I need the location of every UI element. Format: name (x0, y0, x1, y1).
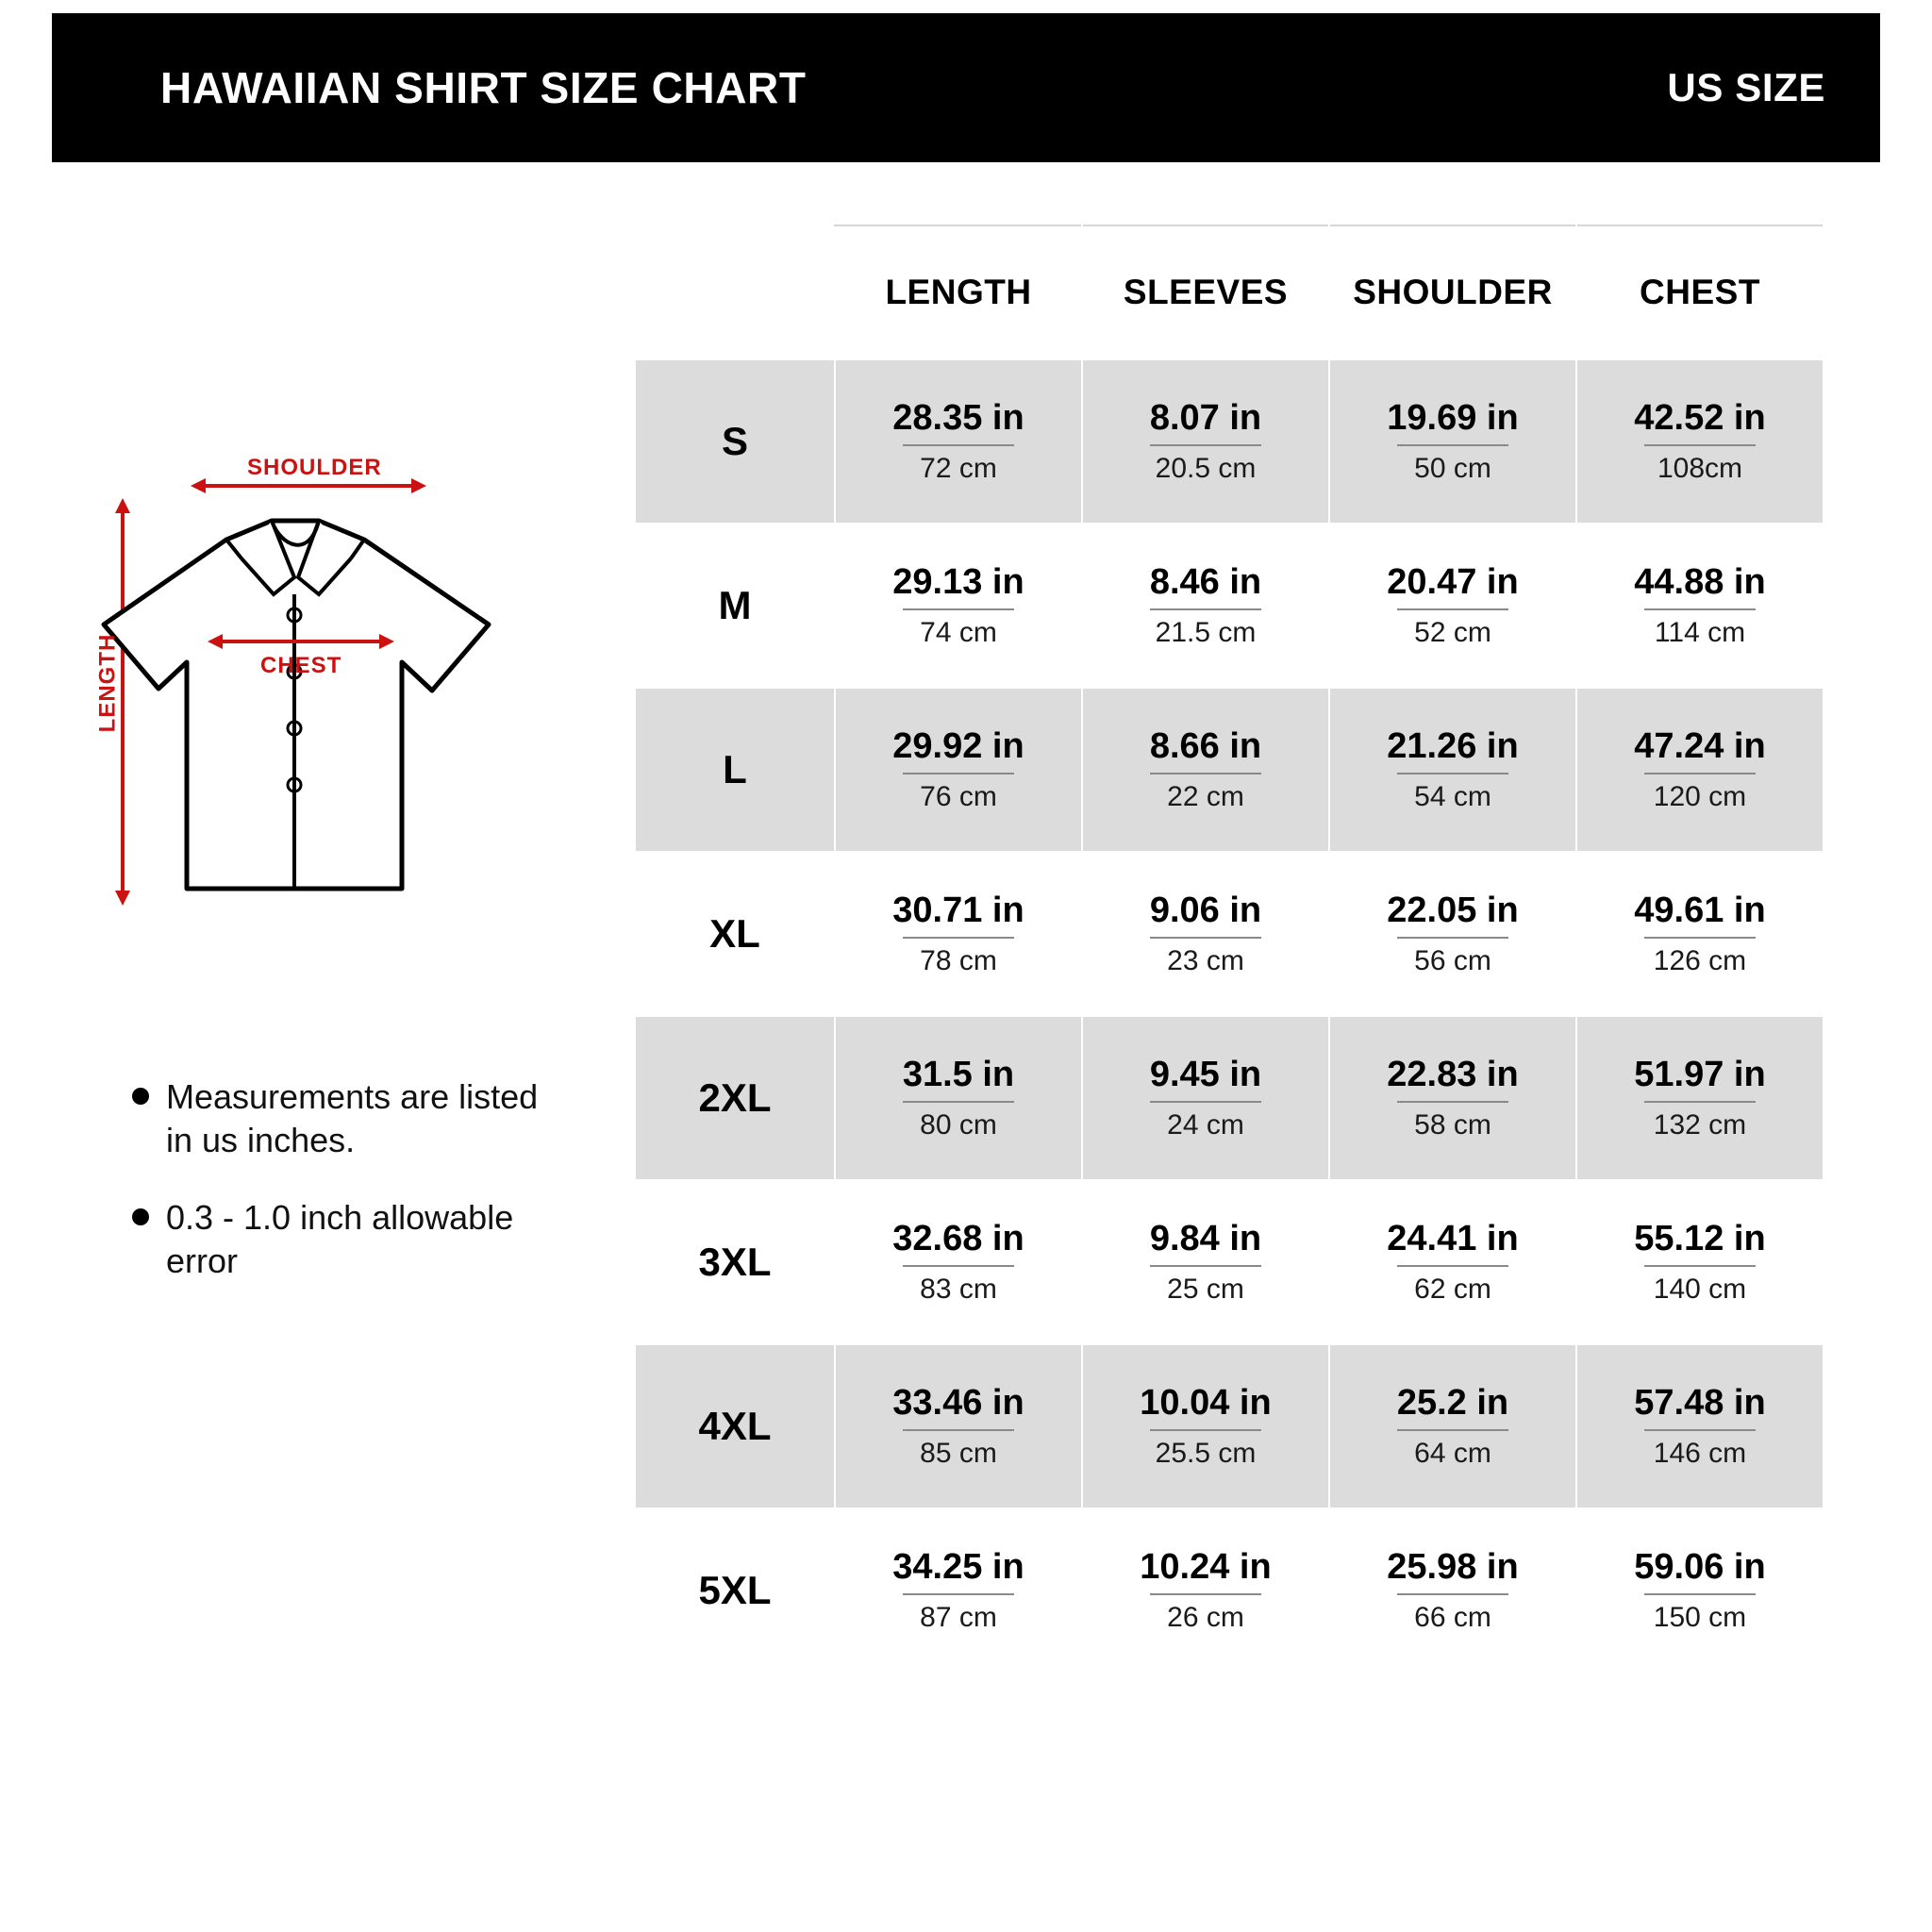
value-inch: 49.61 in (1634, 891, 1766, 930)
value-inch: 31.5 in (902, 1055, 1015, 1094)
size-chart-table (634, 225, 1824, 1674)
value-inch: 34.25 in (892, 1547, 1024, 1587)
size-chart-table-wrapper (634, 225, 1824, 1674)
cell-sleeves (1082, 524, 1329, 688)
cell-length (835, 359, 1082, 524)
size-label: L (635, 688, 835, 852)
divider (1150, 608, 1261, 610)
shirt-diagram-column (85, 453, 632, 1019)
table-row (635, 359, 1824, 524)
value-cm: 50 cm (1414, 453, 1491, 484)
bullet-icon (132, 1208, 149, 1225)
value-cm: 58 cm (1414, 1109, 1491, 1141)
cell-sleeves (1082, 1180, 1329, 1344)
divider (1150, 1101, 1261, 1103)
cell-sleeves (1082, 688, 1329, 852)
cell-length (835, 688, 1082, 852)
value-cm: 66 cm (1414, 1602, 1491, 1633)
cell-shoulder (1329, 1344, 1576, 1508)
cell-length (835, 1344, 1082, 1508)
value-cm: 26 cm (1167, 1602, 1244, 1633)
value-inch: 20.47 in (1387, 562, 1519, 602)
value-cm: 150 cm (1653, 1602, 1747, 1633)
value-inch: 28.35 in (892, 398, 1024, 438)
value-inch: 47.24 in (1634, 726, 1766, 766)
size-label: M (635, 524, 835, 688)
value-cm: 23 cm (1167, 945, 1244, 976)
value-inch: 51.97 in (1634, 1055, 1766, 1094)
value-cm: 22 cm (1167, 781, 1244, 812)
value-inch: 44.88 in (1634, 562, 1766, 602)
value-inch: 10.04 in (1140, 1383, 1272, 1423)
value-inch: 30.71 in (892, 891, 1024, 930)
list-item (132, 1196, 623, 1283)
table-row (635, 1180, 1824, 1344)
table-row (635, 688, 1824, 852)
value-inch: 22.05 in (1387, 891, 1519, 930)
notes-list (132, 1075, 623, 1317)
table-row (635, 1508, 1824, 1673)
divider (1397, 1593, 1508, 1595)
divider (1397, 1429, 1508, 1431)
cell-sleeves (1082, 359, 1329, 524)
shoulder-label: SHOULDER (247, 455, 382, 480)
value-inch: 9.84 in (1149, 1219, 1262, 1258)
cell-shoulder (1329, 1016, 1576, 1180)
value-inch: 42.52 in (1634, 398, 1766, 438)
cell-chest (1576, 1180, 1824, 1344)
divider (1644, 773, 1756, 774)
divider (1397, 608, 1508, 610)
value-cm: 87 cm (920, 1602, 997, 1633)
bullet-icon (132, 1088, 149, 1105)
divider (1150, 773, 1261, 774)
value-inch: 57.48 in (1634, 1383, 1766, 1423)
size-label: S (635, 359, 835, 524)
length-label: LENGTH (94, 633, 121, 733)
cell-sleeves (1082, 1344, 1329, 1508)
divider (1150, 1265, 1261, 1267)
value-cm: 132 cm (1653, 1109, 1747, 1141)
divider (1644, 444, 1756, 446)
value-cm: 64 cm (1414, 1438, 1491, 1469)
column-header-chest: CHEST (1576, 225, 1824, 359)
value-cm: 76 cm (920, 781, 997, 812)
header-bar (52, 13, 1880, 162)
divider (1397, 444, 1508, 446)
table-header (635, 225, 1824, 359)
value-cm: 72 cm (920, 453, 997, 484)
value-inch: 8.66 in (1149, 726, 1262, 766)
divider (1644, 608, 1756, 610)
divider (1150, 1593, 1261, 1595)
cell-chest (1576, 359, 1824, 524)
divider (1397, 1101, 1508, 1103)
cell-length (835, 1016, 1082, 1180)
divider (903, 773, 1014, 774)
divider (1644, 1593, 1756, 1595)
value-inch: 33.46 in (892, 1383, 1024, 1423)
divider (1397, 773, 1508, 774)
chest-label: CHEST (260, 653, 342, 678)
value-cm: 25.5 cm (1155, 1438, 1257, 1469)
divider (1397, 1265, 1508, 1267)
value-cm: 24 cm (1167, 1109, 1244, 1141)
divider (903, 1101, 1014, 1103)
value-cm: 140 cm (1653, 1274, 1747, 1305)
value-inch: 22.83 in (1387, 1055, 1519, 1094)
cell-length (835, 1180, 1082, 1344)
value-inch: 8.46 in (1149, 562, 1262, 602)
cell-shoulder (1329, 1508, 1576, 1673)
table-corner-cell (635, 225, 835, 359)
value-cm: 78 cm (920, 945, 997, 976)
value-cm: 85 cm (920, 1438, 997, 1469)
value-cm: 52 cm (1414, 617, 1491, 648)
table-row (635, 1344, 1824, 1508)
cell-sleeves (1082, 1508, 1329, 1673)
value-inch: 29.13 in (892, 562, 1024, 602)
divider (903, 1429, 1014, 1431)
cell-chest (1576, 524, 1824, 688)
divider (1150, 1429, 1261, 1431)
value-cm: 108cm (1657, 453, 1743, 484)
cell-chest (1576, 1344, 1824, 1508)
value-inch: 21.26 in (1387, 726, 1519, 766)
note-text: 0.3 - 1.0 inch allowable error (166, 1198, 514, 1281)
divider (903, 444, 1014, 446)
value-cm: 146 cm (1653, 1438, 1747, 1469)
divider (1644, 1265, 1756, 1267)
list-item (132, 1075, 623, 1162)
size-label: 4XL (635, 1344, 835, 1508)
value-inch: 9.45 in (1149, 1055, 1262, 1094)
divider (1397, 937, 1508, 939)
divider (903, 1265, 1014, 1267)
value-inch: 55.12 in (1634, 1219, 1766, 1258)
value-cm: 83 cm (920, 1274, 997, 1305)
divider (903, 608, 1014, 610)
value-inch: 59.06 in (1634, 1547, 1766, 1587)
value-inch: 25.98 in (1387, 1547, 1519, 1587)
divider (1644, 1101, 1756, 1103)
value-cm: 80 cm (920, 1109, 997, 1141)
us-size-label: US SIZE (1667, 65, 1825, 109)
column-header-sleeves: SLEEVES (1082, 225, 1329, 359)
value-cm: 25 cm (1167, 1274, 1244, 1305)
cell-length (835, 852, 1082, 1016)
divider (1644, 937, 1756, 939)
cell-shoulder (1329, 852, 1576, 1016)
value-cm: 74 cm (920, 617, 997, 648)
cell-shoulder (1329, 524, 1576, 688)
value-inch: 9.06 in (1149, 891, 1262, 930)
divider (903, 1593, 1014, 1595)
cell-shoulder (1329, 688, 1576, 852)
value-cm: 114 cm (1654, 617, 1746, 648)
cell-sleeves (1082, 1016, 1329, 1180)
cell-chest (1576, 688, 1824, 852)
value-cm: 62 cm (1414, 1274, 1491, 1305)
cell-chest (1576, 1508, 1824, 1673)
value-inch: 8.07 in (1149, 398, 1262, 438)
divider (903, 937, 1014, 939)
table-row (635, 524, 1824, 688)
column-header-length: LENGTH (835, 225, 1082, 359)
page-title: HAWAIIAN SHIRT SIZE CHART (160, 63, 807, 112)
cell-shoulder (1329, 359, 1576, 524)
shirt-illustration-icon (85, 453, 613, 1019)
value-inch: 10.24 in (1140, 1547, 1272, 1587)
column-header-shoulder: SHOULDER (1329, 225, 1576, 359)
value-inch: 25.2 in (1396, 1383, 1509, 1423)
cell-shoulder (1329, 1180, 1576, 1344)
value-cm: 54 cm (1414, 781, 1491, 812)
value-inch: 19.69 in (1387, 398, 1519, 438)
size-label: 2XL (635, 1016, 835, 1180)
cell-sleeves (1082, 852, 1329, 1016)
value-inch: 24.41 in (1387, 1219, 1519, 1258)
size-label: 3XL (635, 1180, 835, 1344)
table-body (635, 359, 1824, 1673)
divider (1150, 444, 1261, 446)
value-inch: 32.68 in (892, 1219, 1024, 1258)
table-row (635, 1016, 1824, 1180)
size-label: XL (635, 852, 835, 1016)
cell-length (835, 1508, 1082, 1673)
cell-length (835, 524, 1082, 688)
divider (1150, 937, 1261, 939)
cell-chest (1576, 1016, 1824, 1180)
divider (1644, 1429, 1756, 1431)
value-cm: 120 cm (1653, 781, 1747, 812)
shirt-measurement-diagram (85, 453, 613, 1019)
value-cm: 56 cm (1414, 945, 1491, 976)
note-text: Measurements are listed in us inches. (166, 1077, 539, 1160)
value-cm: 126 cm (1653, 945, 1747, 976)
table-row (635, 852, 1824, 1016)
size-label: 5XL (635, 1508, 835, 1673)
value-cm: 20.5 cm (1155, 453, 1257, 484)
value-inch: 29.92 in (892, 726, 1024, 766)
value-cm: 21.5 cm (1155, 617, 1257, 648)
cell-chest (1576, 852, 1824, 1016)
